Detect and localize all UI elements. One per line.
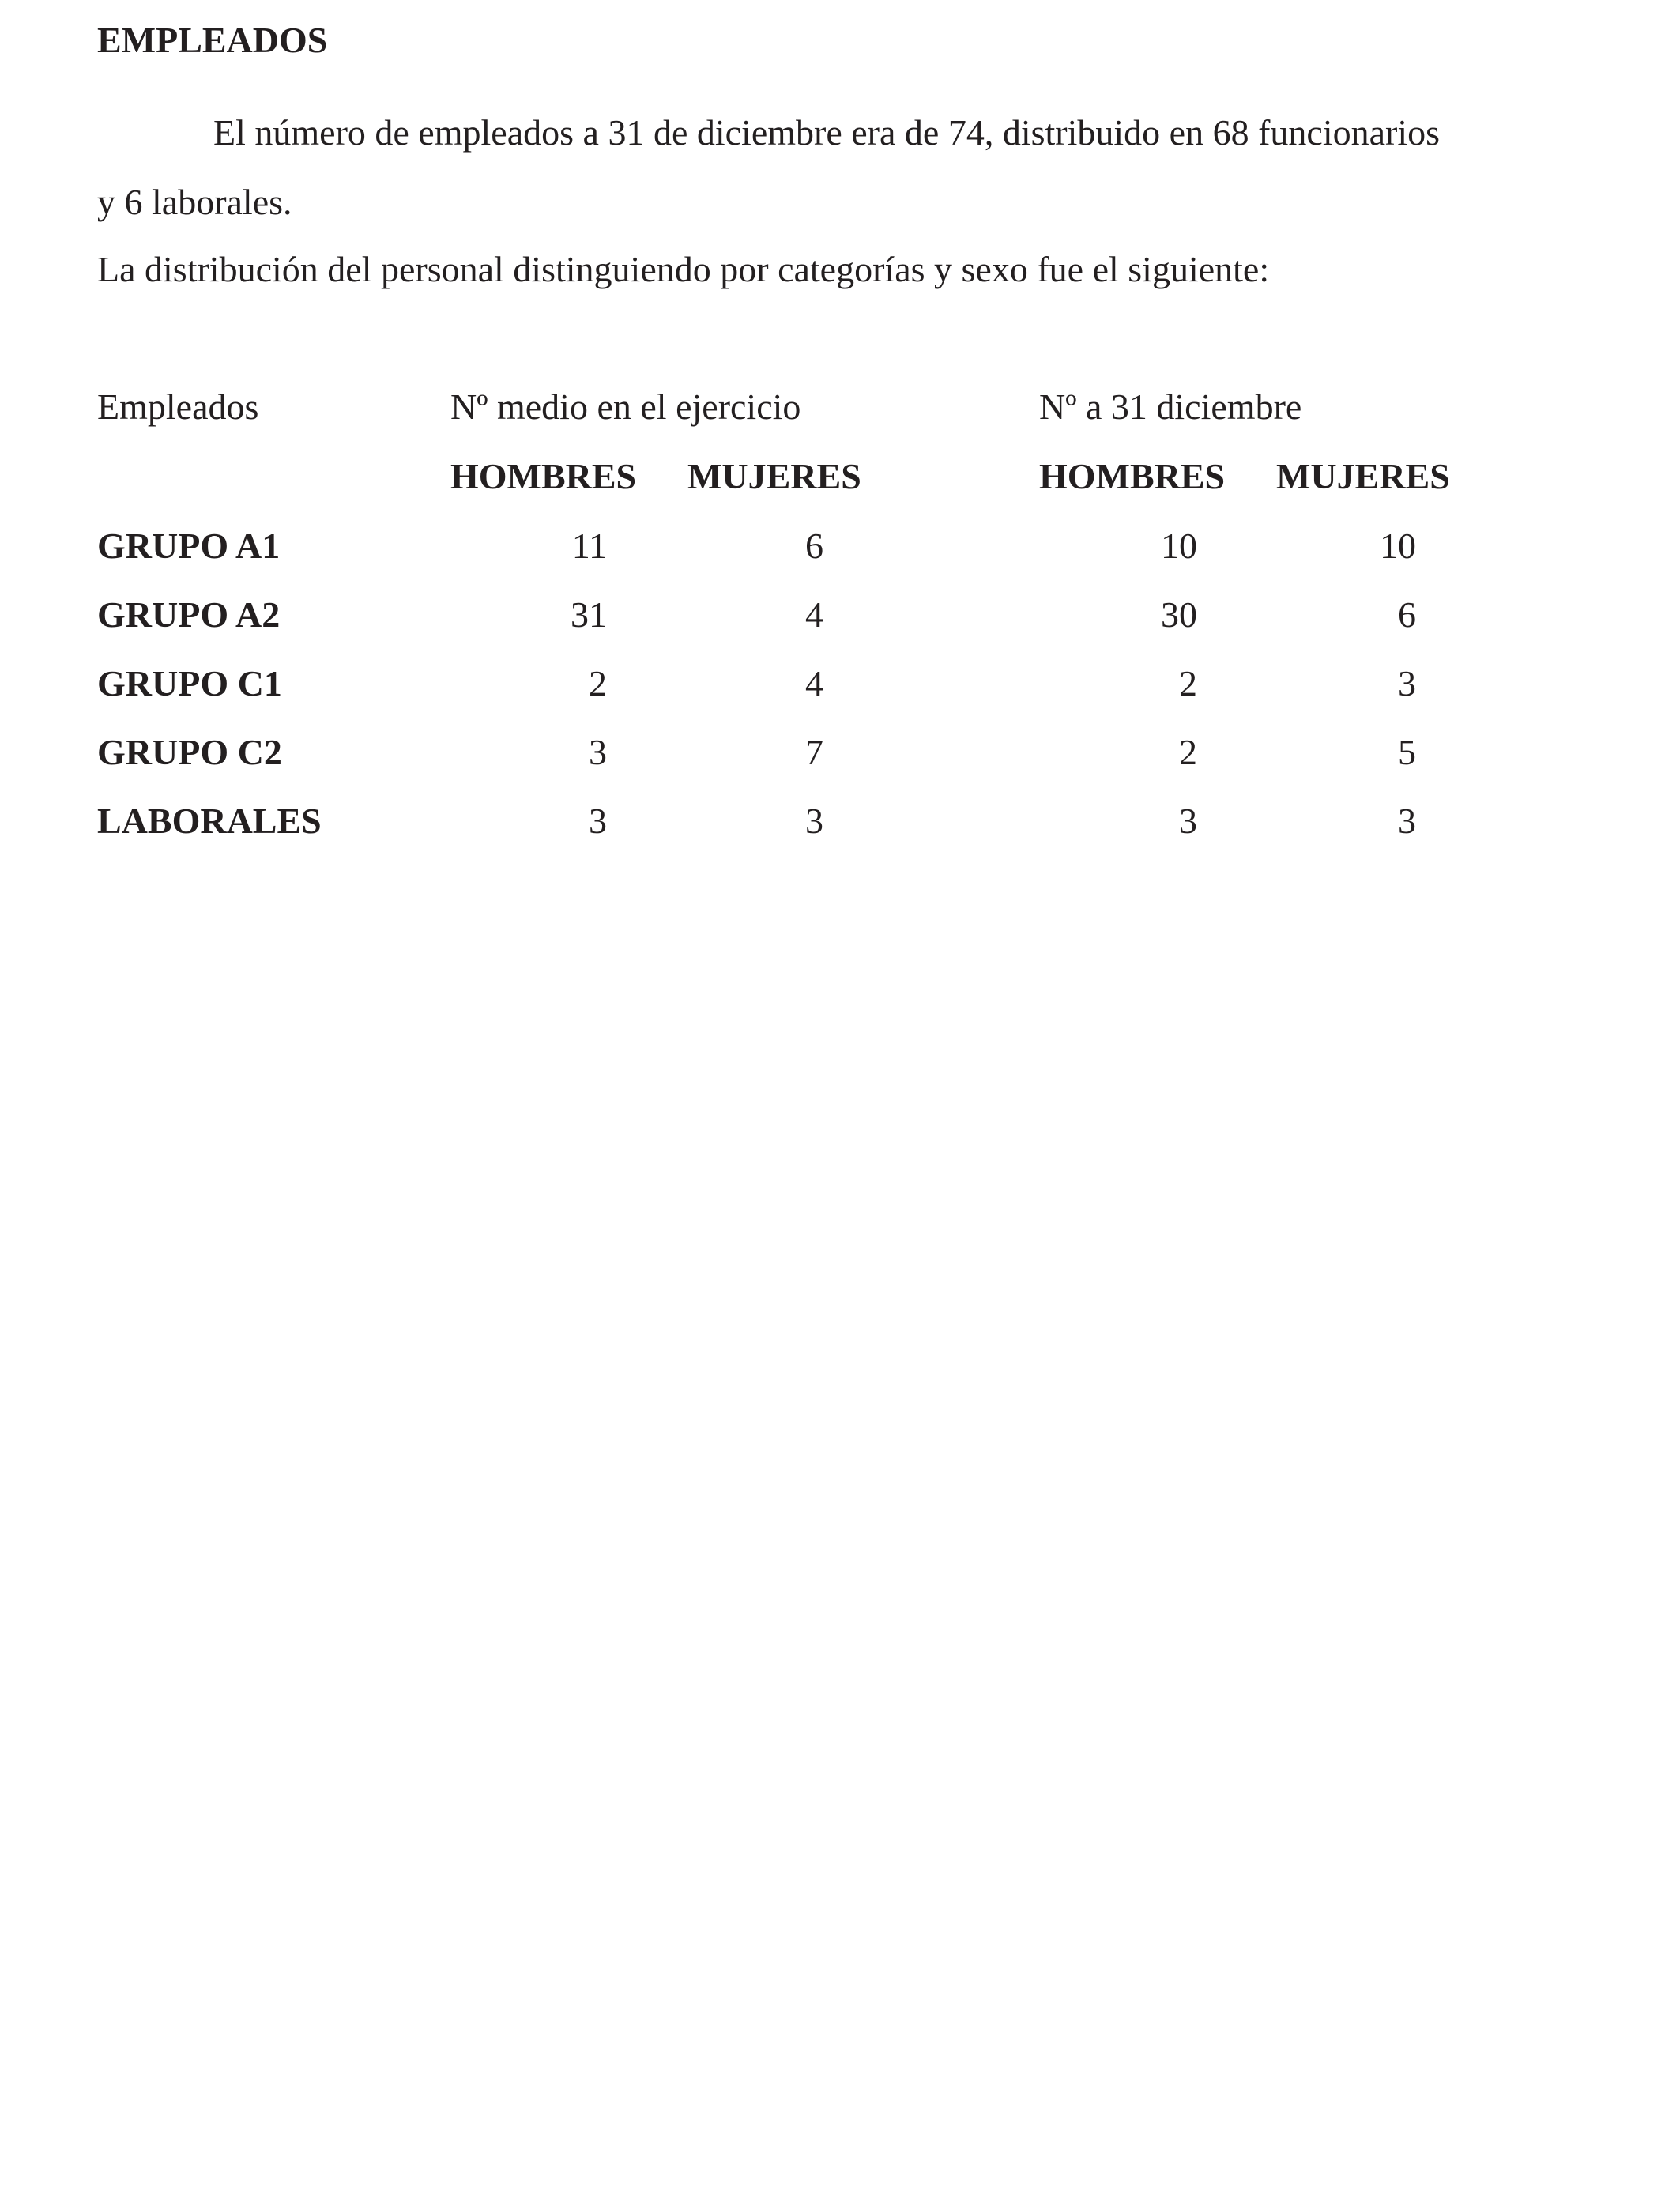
cell-avg-men: 2 bbox=[589, 663, 607, 703]
cell-dec-women: 10 bbox=[1380, 526, 1416, 566]
header-dec-31: Nº a 31 diciembre bbox=[1039, 386, 1302, 427]
subheader-dec-women: MUJERES bbox=[1276, 456, 1450, 496]
cell-avg-men: 3 bbox=[589, 801, 607, 841]
section-title: EMPLEADOS bbox=[97, 20, 328, 60]
cell-avg-women: 4 bbox=[805, 663, 823, 703]
cell-avg-men: 31 bbox=[571, 594, 607, 635]
cell-dec-women: 3 bbox=[1398, 663, 1416, 703]
header-employees: Empleados bbox=[97, 386, 259, 427]
row-label: GRUPO A1 bbox=[97, 526, 281, 566]
subheader-dec-men: HOMBRES bbox=[1039, 456, 1226, 496]
row-label: GRUPO C2 bbox=[97, 732, 282, 772]
cell-avg-men: 11 bbox=[571, 526, 607, 566]
paragraph-line-1: El número de empleados a 31 de diciembre era de 74, distribuido en 68 funcionarios bbox=[213, 112, 1441, 153]
cell-dec-women: 6 bbox=[1398, 594, 1416, 635]
cell-dec-women: 3 bbox=[1398, 801, 1416, 841]
cell-dec-men: 10 bbox=[1161, 526, 1197, 566]
cell-avg-women: 4 bbox=[805, 594, 823, 635]
paragraph-line-3: La distribución del personal distinguiendo por categorías y sexo fue el siguiente: bbox=[97, 249, 1270, 289]
row-label: LABORALES bbox=[97, 801, 322, 841]
cell-dec-women: 5 bbox=[1398, 732, 1416, 772]
cell-dec-men: 2 bbox=[1179, 663, 1197, 703]
subheader-avg-women: MUJERES bbox=[687, 456, 861, 496]
cell-avg-women: 6 bbox=[805, 526, 823, 566]
cell-avg-women: 7 bbox=[805, 732, 823, 772]
header-average-year: Nº medio en el ejercicio bbox=[450, 386, 801, 427]
row-label: GRUPO A2 bbox=[97, 594, 281, 635]
cell-dec-men: 30 bbox=[1161, 594, 1197, 635]
cell-dec-men: 2 bbox=[1179, 732, 1197, 772]
row-label: GRUPO C1 bbox=[97, 663, 282, 703]
subheader-avg-men: HOMBRES bbox=[450, 456, 637, 496]
cell-avg-women: 3 bbox=[805, 801, 823, 841]
paragraph-line-2: y 6 laborales. bbox=[97, 182, 292, 222]
cell-dec-men: 3 bbox=[1179, 801, 1197, 841]
cell-avg-men: 3 bbox=[589, 732, 607, 772]
